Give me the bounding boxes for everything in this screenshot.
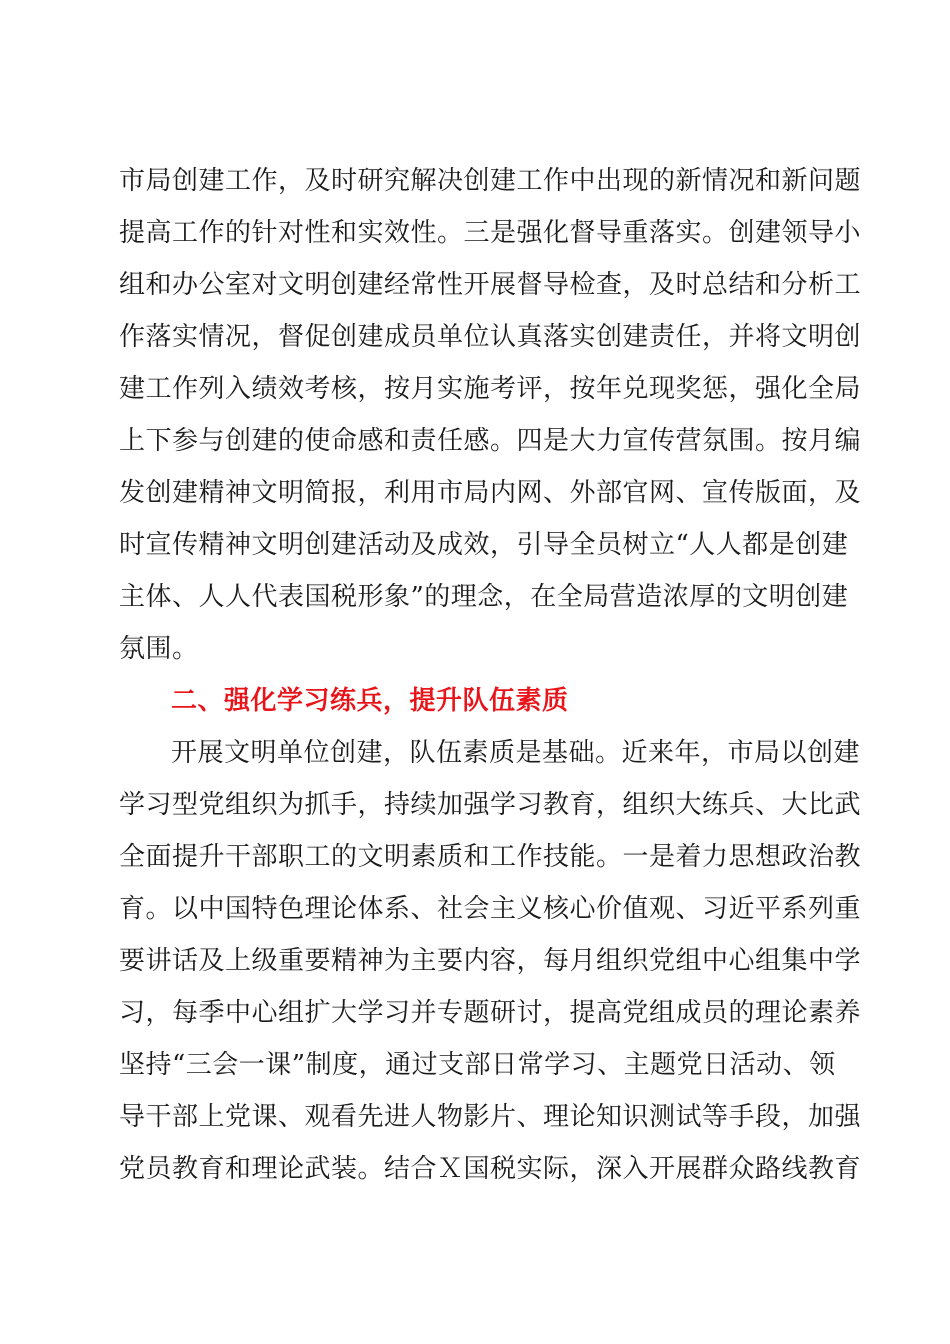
section-2-line-5: 要讲话及上级重要精神为主要内容，每月组织党组中心组集中学 <box>119 946 862 976</box>
section-2-line-9: 党员教育和理论武装。结合Ｘ国税实际，深入开展群众路线教育 <box>119 1154 862 1184</box>
section-2-line-6: 习，每季中心组扩大学习并专题研讨，提高党组成员的理论素养 <box>119 998 862 1028</box>
paragraph-1-line-3: 组和办公室对文明创建经常性开展督导检查，及时总结和分析工 <box>119 270 862 300</box>
section-2-heading: 二、强化学习练兵，提升队伍素质 <box>171 686 569 716</box>
paragraph-1-line-6: 上下参与创建的使命感和责任感。四是大力宣传营氛围。按月编 <box>119 426 862 456</box>
paragraph-1-line-9: 主体、人人代表国税形象”的理念，在全局营造浓厚的文明创建 <box>119 582 849 612</box>
paragraph-1-line-8: 时宣传精神文明创建活动及成效，引导全员树立“人人都是创建 <box>119 530 849 560</box>
section-2-line-7: 坚持“三会一课”制度，通过支部日常学习、主题党日活动、领 <box>119 1050 836 1080</box>
paragraph-1-line-4: 作落实情况，督促创建成员单位认真落实创建责任，并将文明创 <box>119 322 862 352</box>
section-2-line-3: 全面提升干部职工的文明素质和工作技能。一是着力思想政治教 <box>119 842 862 872</box>
section-2-line-8: 导干部上党课、观看先进人物影片、理论知识测试等手段，加强 <box>119 1102 862 1132</box>
section-2-line-1: 开展文明单位创建，队伍素质是基础。近来年，市局以创建 <box>171 738 861 768</box>
paragraph-1-line-5: 建工作列入绩效考核，按月实施考评，按年兑现奖惩，强化全局 <box>119 374 862 404</box>
section-2-line-2: 学习型党组织为抓手，持续加强学习教育，组织大练兵、大比武 <box>119 790 862 820</box>
paragraph-1-line-2: 提高工作的针对性和实效性。三是强化督导重落实。创建领导小 <box>119 218 862 248</box>
paragraph-1-line-10: 氛围。 <box>119 634 199 664</box>
section-2-line-4: 育。以中国特色理论体系、社会主义核心价值观、习近平系列重 <box>119 894 862 924</box>
paragraph-1-line-1: 市局创建工作，及时研究解决创建工作中出现的新情况和新问题 <box>119 166 862 196</box>
paragraph-1-line-7: 发创建精神文明简报，利用市局内网、外部官网、宣传版面，及 <box>119 478 862 508</box>
